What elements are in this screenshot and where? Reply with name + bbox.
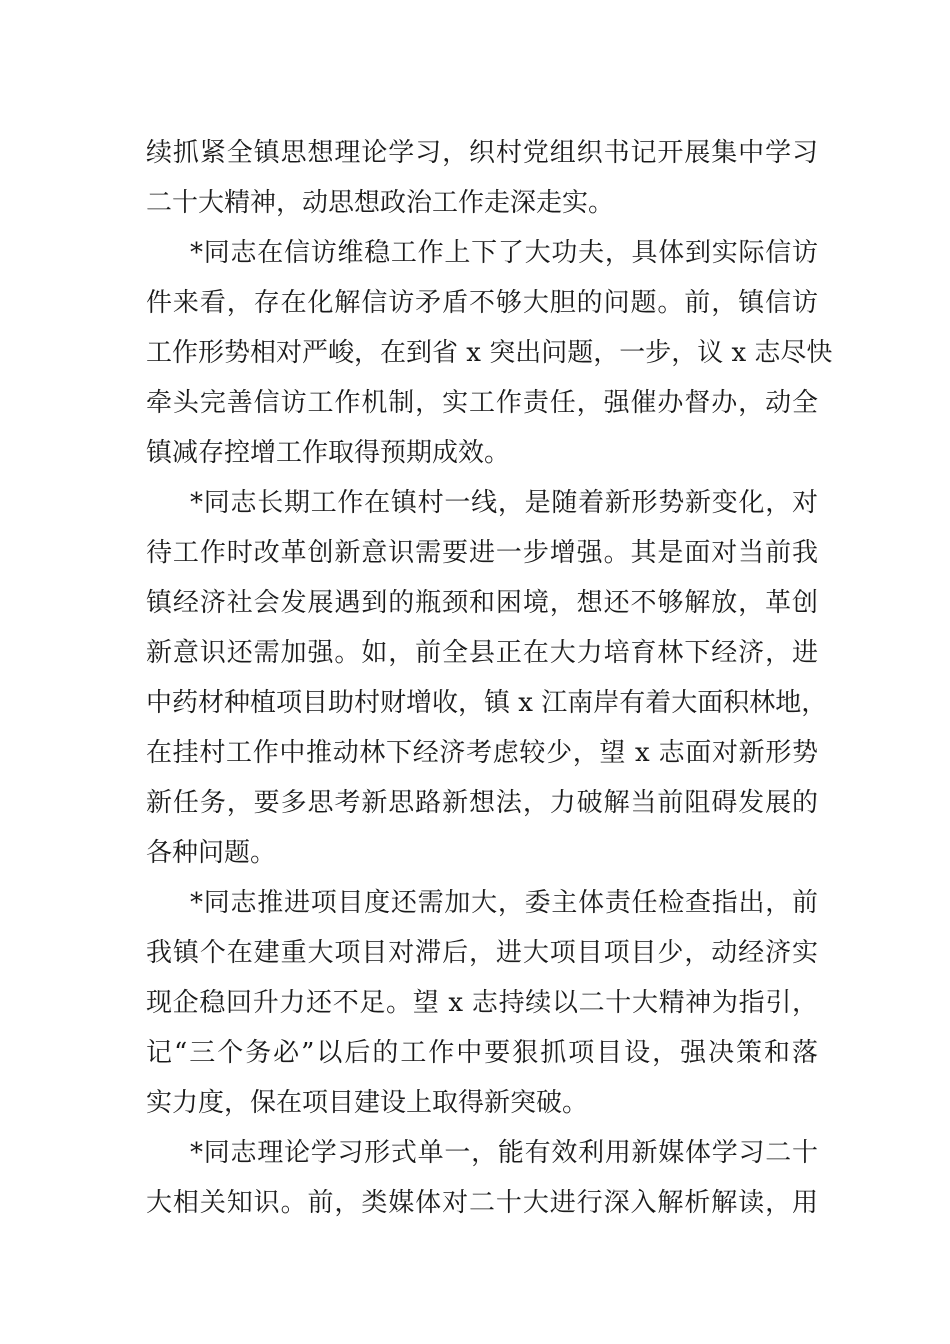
text-line: 新任务，要多思考新思路新想法，力破解当前阻碍发展的	[146, 788, 818, 818]
paragraph-first-line: *同志在信访维稳工作上下了大功夫，具体到实际信访	[190, 238, 818, 268]
text-line: 我镇个在建重大项目对滞后，进大项目项目少，动经济实	[146, 938, 818, 968]
text-line: 中药材种植项目助村财增收，镇 x 江南岸有着大面积林地，	[146, 688, 828, 718]
text-line: 件来看，存在化解信访矛盾不够大胆的问题。前，镇信访	[146, 288, 818, 318]
document-body	[146, 128, 833, 1228]
text-line: 各种问题。	[146, 838, 277, 868]
text-line: 新意识还需加强。如，前全县正在大力培育林下经济，进	[146, 638, 818, 668]
text-line: 大相关知识。前，类媒体对二十大进行深入解析解读，用	[146, 1188, 818, 1218]
paragraph-first-line: *同志长期工作在镇村一线，是随着新形势新变化，对	[190, 488, 818, 518]
text-line: 现企稳回升力还不足。望 x 志持续以二十大精神为指引，	[146, 988, 818, 1018]
text-line: 镇经济社会发展遇到的瓶颈和困境，想还不够解放，革创	[146, 588, 818, 618]
text-line: 牵头完善信访工作机制，实工作责任，强催办督办，动全	[146, 388, 818, 418]
text-line: 镇减存控增工作取得预期成效。	[146, 438, 511, 468]
text-line: 记“三个务必”以后的工作中要狠抓项目设，强决策和落	[146, 1038, 818, 1068]
paragraph-first-line: *同志推进项目度还需加大，委主体责任检查指出，前	[190, 888, 818, 918]
text-line: 二十大精神，动思想政治工作走深走实。	[146, 188, 615, 218]
text-line: 待工作时改革创新意识需要进一步增强。其是面对当前我	[146, 538, 818, 568]
paragraph-first-line: *同志理论学习形式单一，能有效利用新媒体学习二十	[190, 1138, 818, 1168]
text-line: 续抓紧全镇思想理论学习，织村党组织书记开展集中学习	[146, 138, 818, 168]
text-line: 工作形势相对严峻，在到省 x 突出问题，一步，议 x 志尽快	[146, 338, 833, 368]
text-line: 在挂村工作中推动林下经济考虑较少，望 x 志面对新形势	[146, 738, 818, 768]
text-line: 实力度，保在项目建设上取得新突破。	[146, 1088, 589, 1118]
